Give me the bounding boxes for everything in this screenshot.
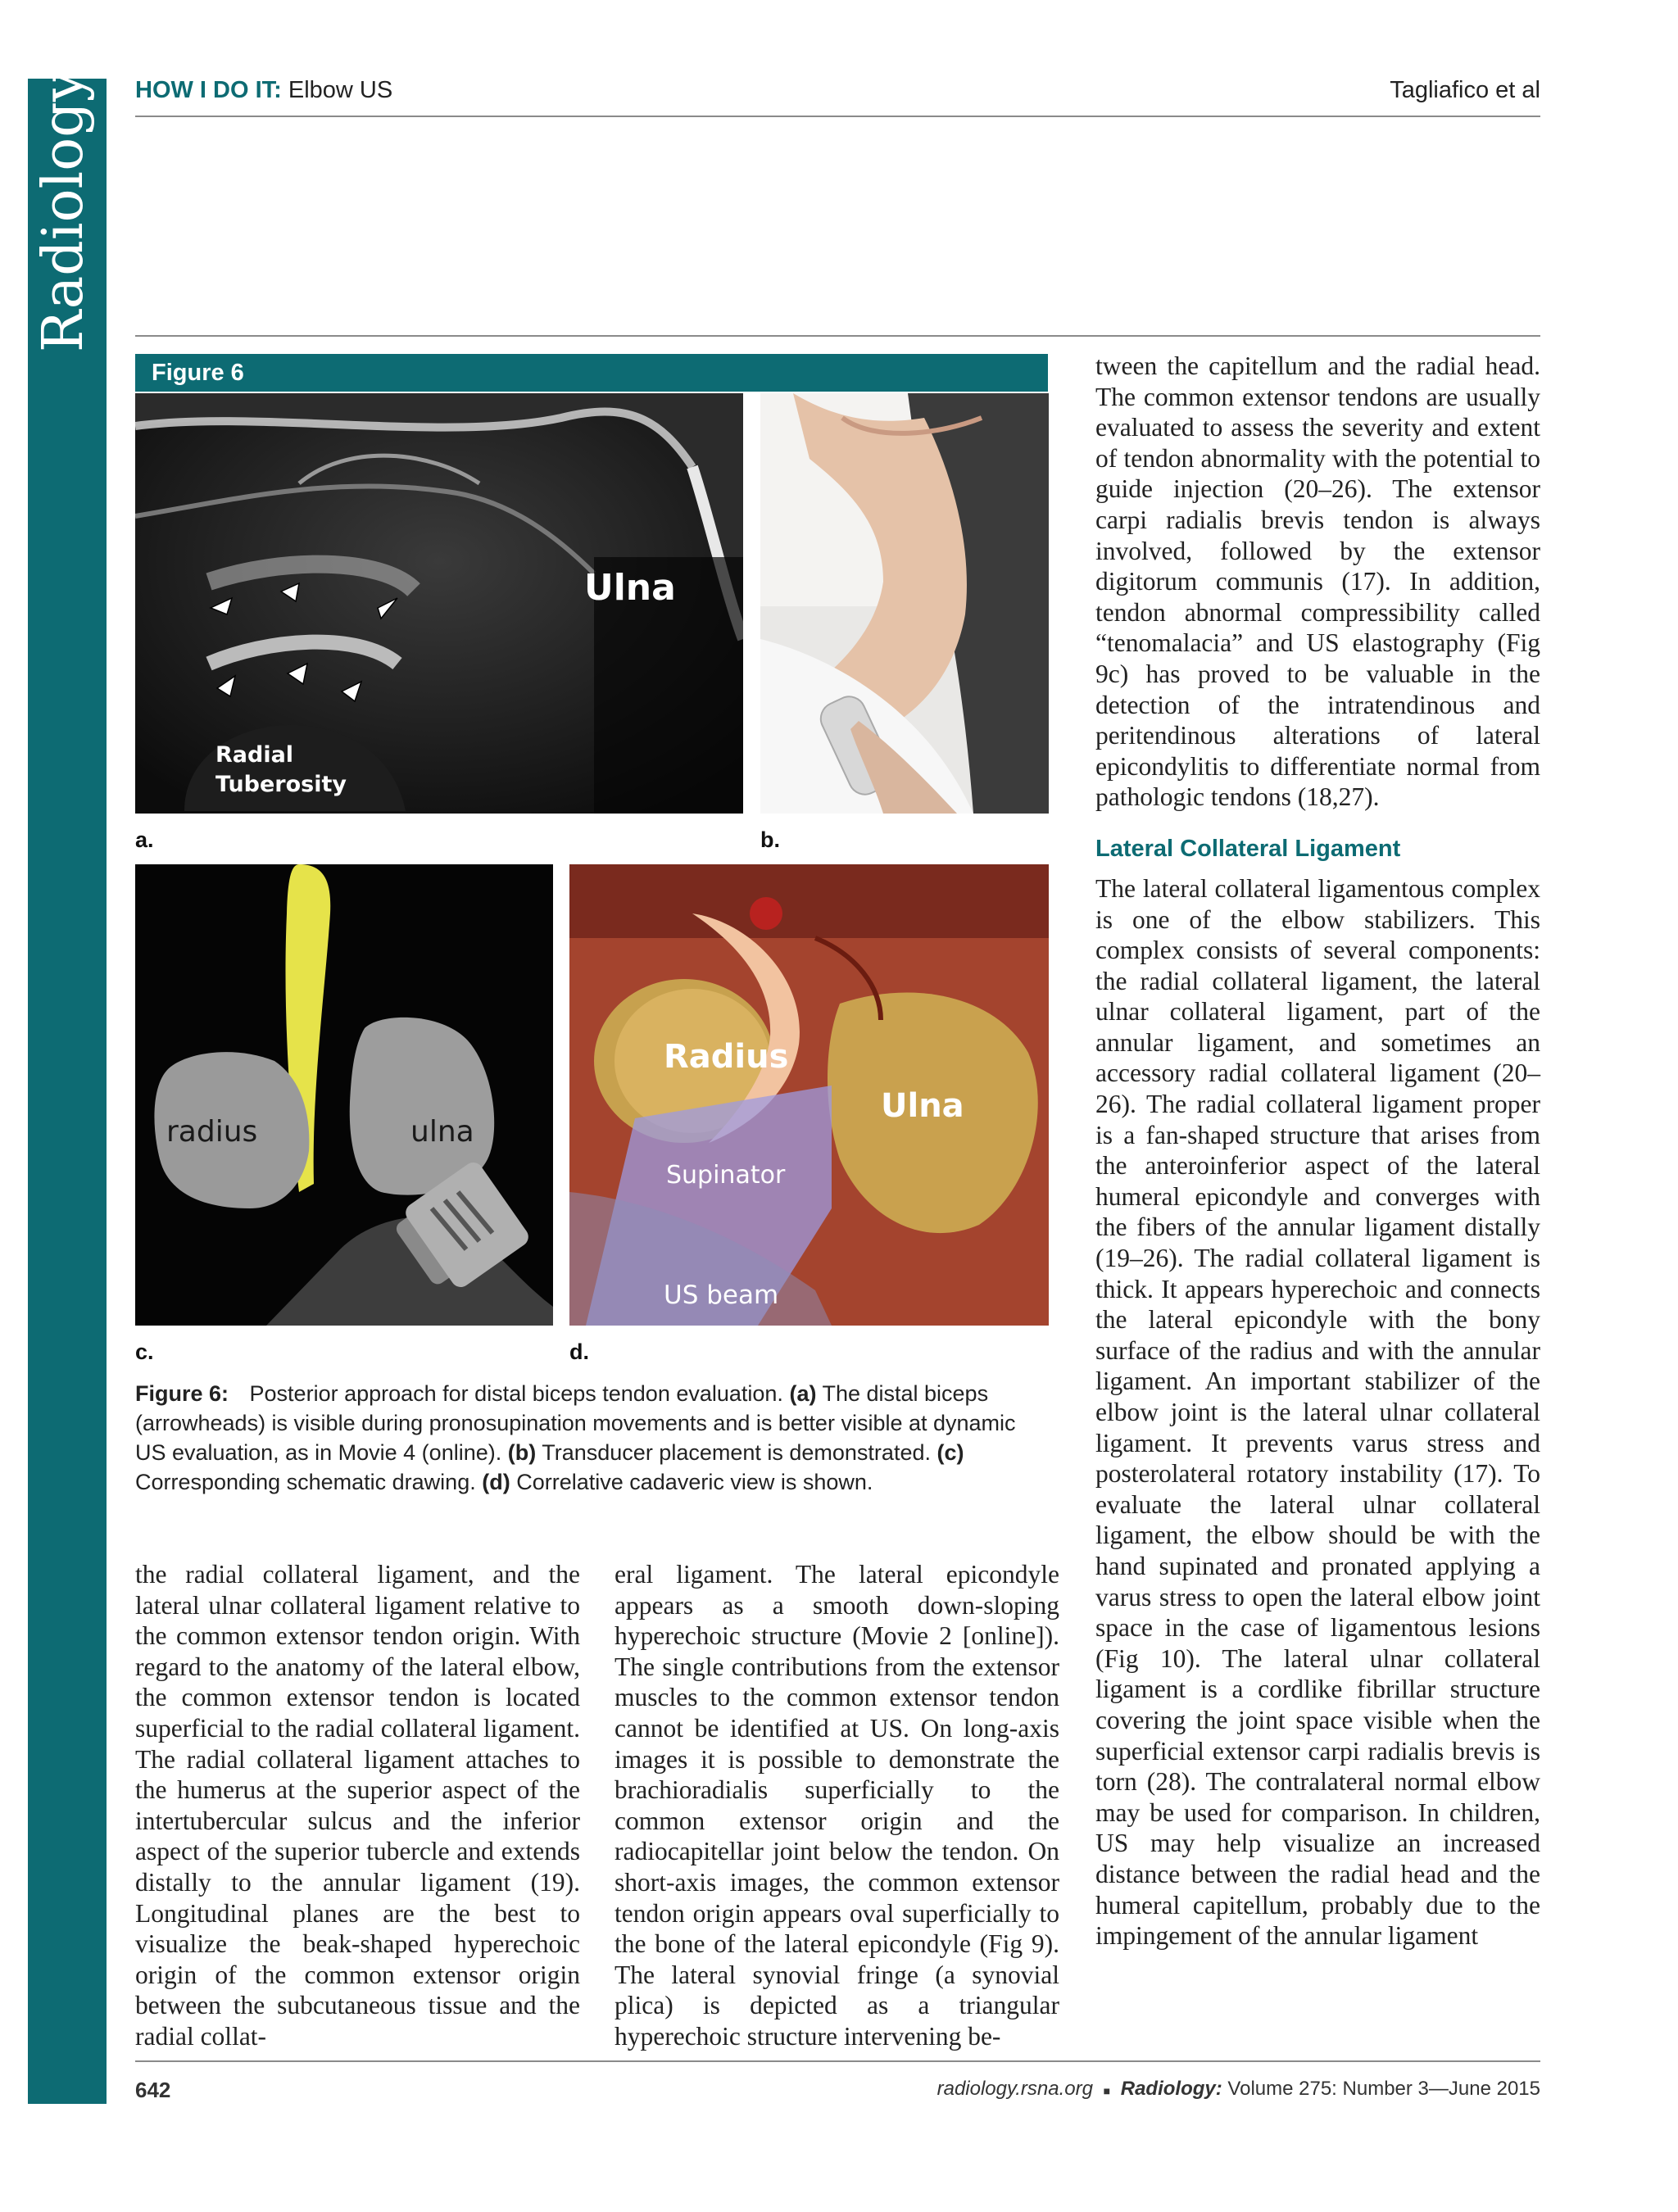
body-col1-text: the radial collateral ligament, and the lateral ulnar collateral ligament relative to the common extensor tendon origin. With regard to the anatomy of the lateral elbow, the common extensor tendon is located superficial to the radial collateral ligament. The radial collateral ligament attaches to the humerus at the superior aspect of the intertubercular sulcus and the inferior aspect of the superior tubercle and extends distally to the annular ligament (19). Longitudinal planes are the best to visualize the beak-shaped hyperechoic origin of the common extensor origin between the subcutaneous tissue and the radial collat- xyxy=(135,1560,580,2051)
footer-issue: Volume 275: Number 3—June 2015 xyxy=(1227,2078,1540,2100)
label-radius-cadaver: Radius xyxy=(664,1038,789,1076)
panel-a-letter: a. xyxy=(135,827,154,852)
tuberosity-line1: Radial xyxy=(215,742,294,768)
caption-c-text: Corresponding schematic drawing. xyxy=(135,1470,476,1494)
figure-panel-b-photo xyxy=(760,393,1049,814)
panel-d-letter: d. xyxy=(569,1339,589,1364)
header-rule xyxy=(135,116,1540,117)
caption-d-text: Correlative cadaveric view is shown. xyxy=(516,1470,873,1494)
cadaveric-section xyxy=(569,864,1049,1326)
body-column-2 xyxy=(615,1559,1059,2052)
caption-label: Figure 6: xyxy=(135,1381,229,1406)
header-kicker: HOW I DO IT: xyxy=(135,77,282,103)
tuberosity-line2: Tuberosity xyxy=(215,772,347,797)
body-col2-text: eral ligament. The lateral epicondyle appears as a smooth down-sloping hyperechoic structure (Movie 2 [online]). The single contributions from the extensor muscles to the common extensor tendon cannot be identified at US. On long-axis images it is possible to demonstrate the brachioradialis superficially to the common extensor origin and the radiocapitellar joint below the tendon. On short-axis images, the common extensor tendon origin appears oval superficially to the bone of the lateral epicondyle (Fig 9). The lateral synovial fringe (a synovial plica) is depicted as a triangular hyperechoic structure intervening be- xyxy=(615,1560,1059,2051)
caption-a-tag: (a) xyxy=(789,1381,817,1406)
footer-journal: Radiology: xyxy=(1120,2078,1222,2100)
label-radius-schematic: radius xyxy=(166,1115,258,1149)
caption-b-tag: (b) xyxy=(507,1440,537,1465)
body-col3-top-text: tween the capitellum and the radial head. The common extensor tendons are usually evaluated to assess the severity and extent of tendon abnormality with the potential to guide injection (20–26). The extensor carpi radialis brevis tendon is always involved, followed by the extensor digitorum communis (17). In addition, tendon abnormal compressibility called “tenomalacia” and US elastography (Fig 9c) has proved to be valuable in the detection of the intratendinous and peritendinous alterations of lateral epicondylitis to differentiate normal from pathologic tendons (18,27). xyxy=(1095,351,1540,812)
caption-intro: Posterior approach for distal biceps tendon evaluation. xyxy=(249,1381,783,1406)
section-heading-lateral-collateral-ligament: Lateral Collateral Ligament xyxy=(1095,835,1401,862)
figure-panel-d-cadaver xyxy=(569,864,1049,1326)
label-supinator: Supinator xyxy=(666,1161,786,1190)
page-number: 642 xyxy=(135,2078,171,2102)
journal-name: Radiology xyxy=(31,70,96,352)
top-content-rule xyxy=(135,335,1540,337)
schematic-drawing xyxy=(135,864,553,1326)
panel-b-letter: b. xyxy=(760,827,780,852)
footer-site: radiology.rsna.org xyxy=(937,2078,1093,2100)
label-ulna-cadaver: Ulna xyxy=(881,1087,964,1125)
transducer-placement-photo xyxy=(760,393,1049,814)
label-ulna-us: Ulna xyxy=(584,567,676,609)
footer-bullet: ■ xyxy=(1103,2084,1111,2097)
body-col3-bottom-text: The lateral collateral ligamentous complex is one of the elbow stabilizers. This complex consists of several components: the radial collateral ligament, the lateral ulnar collateral ligament, part of the annular ligament, and sometimes an accessory radial collateral ligament (20–26). The radial collateral ligament proper is a fan-shaped structure that arises from the anteroinferior aspect of the lateral humeral epicondyle and converges with the fibers of the annular ligament distally (19–26). The radial collateral ligament is thick. It appears hyperechoic and connects the lateral epicondyle with the bony surface of the radius and with the annular ligament. An important stabilizer of the elbow joint is the lateral ulnar collateral ligament. It prevents varus stress and posterolateral rotatory instability (17). To evaluate the lateral ulnar collateral ligament, the elbow should be with the hand supinated and pronated applying a varus stress to open the lateral elbow joint space in the case of ligamentous lesions (Fig 10). The lateral ulnar collateral ligament is a cordlike fibrillar structure covering the joint space visible when the superficial extensor carpi radialis brevis is torn (28). The contralateral normal elbow may be used for comparison. In children, US may help visualize an increased distance between the radial head and the humeral capitellum, probably due to the impingement of the annular ligament xyxy=(1095,873,1540,1951)
running-header-left xyxy=(135,77,392,104)
journal-sidebar xyxy=(28,79,107,2104)
running-header-authors: Tagliafico et al xyxy=(1390,77,1540,103)
figure-caption xyxy=(135,1379,1045,1497)
panel-c-letter: c. xyxy=(135,1339,154,1364)
caption-a-text: The distal biceps (arrowheads) is visible during pronosupination movements and is better visible at dynamic US evaluation, as in Movie 4 (online). xyxy=(135,1381,1016,1465)
figure-title-bar: Figure 6 xyxy=(135,354,1048,392)
body-column-1 xyxy=(135,1559,580,2052)
caption-b-text: Transducer placement is demonstrated. xyxy=(542,1440,931,1465)
figure-panel-c-schematic xyxy=(135,864,553,1326)
footer-rule xyxy=(135,2060,1540,2062)
caption-d-tag: (d) xyxy=(482,1470,510,1494)
caption-c-tag: (c) xyxy=(937,1440,964,1465)
body-column-3 xyxy=(1095,351,1540,1951)
label-ulna-schematic: ulna xyxy=(410,1115,474,1149)
label-us-beam: US beam xyxy=(664,1281,779,1310)
header-topic: Elbow US xyxy=(288,77,393,103)
footer-citation xyxy=(937,2078,1540,2101)
label-radial-tuberosity xyxy=(215,741,347,800)
figure-panel-a-ultrasound xyxy=(135,393,743,814)
